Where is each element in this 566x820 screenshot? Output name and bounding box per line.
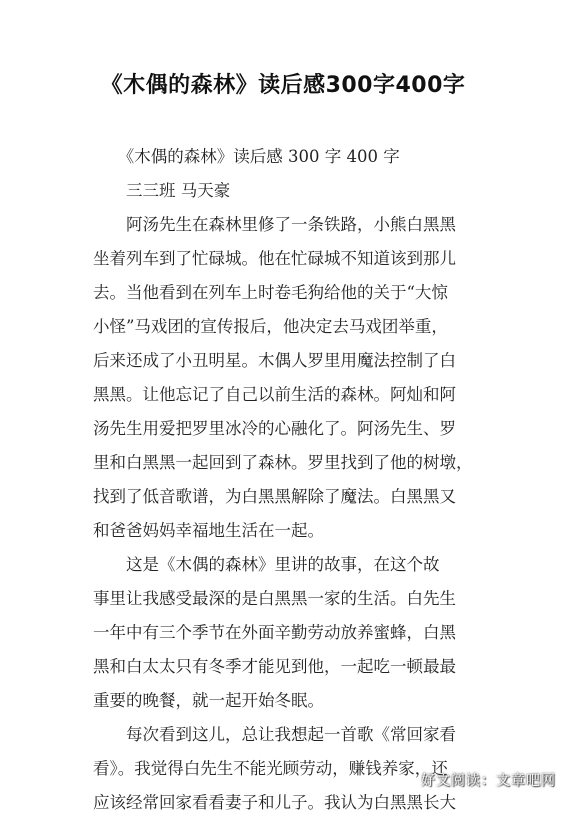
text-line: 看》。我觉得白先生不能光顾劳动，赚钱养家，还 [93,759,448,778]
text-line: 找到了低音歌谱，为白黑黑解除了魔法。白黑黑又 [93,487,456,506]
text-line: 这是《木偶的森林》里讲的故事，在这个故 [93,555,440,574]
page-title: 《木偶的森林》读后感300字400字 [100,73,466,98]
text-line: 去。当他看到在列车上时卷毛狗给他的关于“大惊 [93,283,448,302]
text-line: 《木偶的森林》读后感 300 字 400 字 [93,147,400,166]
text-line: 每次看到这儿，总让我想起一首歌《常回家看 [93,725,456,744]
text-line: 一年中有三个季节在外面辛勤劳动放养蜜蜂，白黑 [93,623,456,642]
watermark: 好文阅读：文章吧网 [421,773,556,789]
text-line: 事里让我感受最深的是白黑黑一家的生活。白先生 [93,589,456,608]
text-line: 重要的晚餐，就一起开始冬眠。 [93,691,324,710]
text-line: 黑黑。让他忘记了自己以前生活的森林。阿灿和阿 [93,385,456,404]
document-body [93,140,485,820]
text-line: 和爸爸妈妈幸福地生活在一起。 [93,521,324,540]
text-line: 黑和白太太只有冬季才能见到他，一起吃一顿最最 [93,657,456,676]
text-line: 三三班 马天豪 [93,181,231,200]
text-line: 坐着列车到了忙碌城。他在忙碌城不知道该到那儿 [93,249,456,268]
text-line: 后来还成了小丑明星。木偶人罗里用魔法控制了白 [93,351,456,370]
text-line: 应该经常回家看看妻子和儿子。我认为白黑黑长大 [93,793,456,812]
text-line: 汤先生用爱把罗里冰冷的心融化了。阿汤先生、罗 [93,419,456,438]
text-line: 小怪”马戏团的宣传报后，他决定去马戏团举重， [93,317,448,336]
text-line: 里和白黑黑一起回到了森林。罗里找到了他的树墩， [93,453,473,472]
text-line: 阿汤先生在森林里修了一条铁路，小熊白黑黑 [93,215,456,234]
